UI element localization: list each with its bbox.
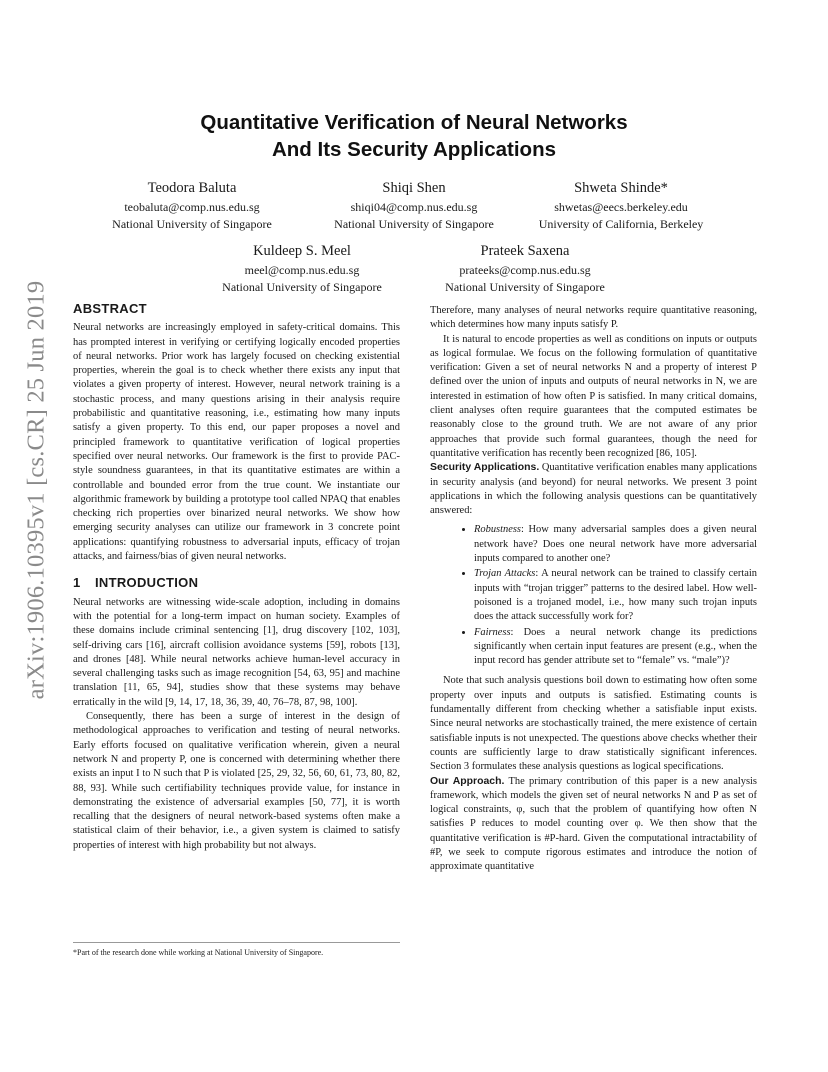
- section-number: 1: [73, 575, 81, 591]
- footnote: *Part of the research done while working at National University of Singapore.: [73, 942, 400, 958]
- security-heading: Security Applications.: [430, 462, 540, 474]
- author-affiliation: National University of Singapore: [445, 280, 605, 294]
- application-list: [430, 522, 757, 668]
- right-paragraph-2: It is natural to encode properties as well as conditions on inputs or outputs as logical formulae. We focus on the following formulation of quantitative verification: Given a set of neural networks N and a property of interest P defined over the union of inputs and outputs of neural networks in N, we are interested in estimation of how often P is satisfied. In many critical domains, client analyses often require guarantees that the computed estimates be reasonably close to the ground truth. We are not aware of any prior approaches that provide such formal guarantees, though the need for quantitative verification has recently been recognized [86, 105].: [430, 333, 757, 459]
- title-line-1: Quantitative Verification of Neural Networks: [200, 111, 628, 134]
- right-paragraph-3: Note that such analysis questions boil down to estimating how often some property over inputs and outputs is satisfied. Estimating counts is fundamentally different from checking whether a satisfiable input exists. Since neural networks are stochastically trained, the mere existence of certain satisfiable inputs is not unexpected. The questions above checks whether their counts are sufficiently large to draw statistically significant inferences. Section 3 formulates these analysis questions as logical specifications.: [430, 675, 757, 773]
- paper-title: [0, 109, 828, 163]
- approach-text: The primary contribution of this paper is a new analysis framework, which models the given set of neural networks N and P as set of logical constraints, φ, such that the problem of quantifying how often N satisfies P reduces to model counting over φ. We then show that the quantitative verification is #P-hard. Given the computational intractability of #P, we seek to compute rigorous estimates and introduce the notion of approximate quantitative: [430, 775, 757, 873]
- bullet-term: Fairness: [474, 626, 511, 638]
- author-email: shiqi04@comp.nus.edu.sg: [350, 200, 478, 214]
- author-name: Kuldeep S. Meel: [253, 243, 351, 259]
- left-column: [73, 302, 400, 853]
- author-name: Shweta Shinde*: [574, 180, 668, 196]
- bullet-text: : A neural network can be trained to classify certain inputs with “trojan trigger” patterns to the desired label. How well-poisoned is a trojaned model, i.e., how many such trojan inputs does the attack successfully work for?: [474, 568, 757, 623]
- author-name: Teodora Baluta: [147, 180, 237, 196]
- author-email: shwetas@eecs.berkeley.edu: [554, 200, 688, 214]
- intro-paragraph-1: Neural networks are witnessing wide-scale adoption, including in domains with the potential for a long-term impact on human society. Examples of these domains include criminal sentencing [1], drug discovery [102, 103], self-driving cars [16], aircraft collision avoidance systems [59], robots [13], and drones [48]. While neural networks achieve human-level accuracy in several challenging tasks such as image recognition [54, 63, 95] and machine translation [11, 65, 94], studies show that these systems may behave erratically in the wild [9, 14, 17, 18, 36, 39, 40, 76–78, 87, 98, 100].: [73, 596, 400, 708]
- arxiv-stamp-text: arXiv:1906.10395v1 [cs.CR] 25 Jun 2019: [22, 280, 50, 700]
- security-paragraph: [430, 461, 757, 518]
- security-text: Quantitative verification enables many applications in security analysis (and beyond) for neural networks. We present 3 point applications in which the following analysis questions can be quantitatively answered:: [430, 462, 757, 517]
- bullet-term: Trojan Attacks: [474, 568, 536, 580]
- author-block: [172, 241, 432, 296]
- list-item: [474, 625, 757, 669]
- title-line-2: And Its Security Applications: [271, 138, 556, 161]
- abstract-heading: ABSTRACT: [73, 301, 147, 316]
- bullet-text: : How many adversarial samples does a given neural network have? Does one neural network have more adversarial inputs compared to another one?: [474, 524, 757, 565]
- approach-paragraph: [430, 775, 757, 875]
- author-email: prateeks@comp.nus.edu.sg: [459, 263, 591, 277]
- author-name: Prateek Saxena: [480, 243, 570, 259]
- list-item: [474, 522, 757, 566]
- intro-paragraph-2: Consequently, there has been a surge of interest in the design of methodological approaches to verification and testing of neural networks. Early efforts focused on qualitative verification wherein, given a neural network N and property P, one is concerned with determining whether there exists an input I to N such that P is violated [25, 29, 32, 56, 60, 61, 73, 80, 82, 88, 93]. While such certifiability techniques provide value, for instance in demonstrating the existence of adversarial examples [50, 77], it is worth recalling that the designers of neural network-based systems often make a statistical claim of their behavior, i.e., a given system is claimed to satisfy properties of interest with high probability but not always.: [73, 711, 400, 851]
- bullet-text: : Does a neural network change its predictions significantly when certain input features are present (e.g., when the input record has gender attribute set to “female” vs. “male”)?: [474, 626, 757, 667]
- author-block: [62, 178, 322, 233]
- approach-heading: Our Approach.: [430, 775, 505, 787]
- right-column: [430, 304, 757, 875]
- author-affiliation: National University of Singapore: [334, 217, 494, 231]
- bullet-term: Robustness: [474, 524, 521, 536]
- section-title: INTRODUCTION: [95, 575, 199, 591]
- author-name: Shiqi Shen: [382, 180, 446, 196]
- abstract-text: Neural networks are increasingly employed in safety-critical domains. This has prompted interest in verifying or certifying logically encoded properties of neural networks. Prior work has largely focused on checking existential properties, wherein the goal is to check whether there exists any input that violates a given property of interest. However, neural network training is a stochastic process, and many questions arising in their analysis require probabilistic and quantitative reasoning, i.e., estimating how many inputs satisfy a given property. To this end, our paper proposes a novel and principled framework to quantitative verification of logical properties specified over neural networks. Our framework is the first to provide PAC-style soundness guarantees, in that its quantitative estimates are within a controllable and bounded error from the true count. We instantiate our algorithmic framework by building a prototype tool called NPAQ that enables checking rich properties over binarized neural networks. We show how emerging security analyses can utilize our framework in 3 concrete point applications: quantifying robustness to adversarial inputs, efficacy of trojan attacks, and fairness/bias of given neural networks.: [73, 322, 400, 563]
- arxiv-identifier: [14, 280, 58, 700]
- author-affiliation: National University of Singapore: [222, 280, 382, 294]
- author-block: [491, 178, 751, 233]
- author-email: meel@comp.nus.edu.sg: [244, 263, 360, 277]
- author-affiliation: University of California, Berkeley: [538, 217, 704, 231]
- right-paragraph-1: Therefore, many analyses of neural networks require quantitative reasoning, which determines how many inputs satisfy P.: [430, 305, 757, 331]
- list-item: [474, 566, 757, 624]
- author-block: [395, 241, 655, 296]
- section-heading: [73, 576, 400, 590]
- author-email: teobaluta@comp.nus.edu.sg: [124, 200, 260, 214]
- author-affiliation: National University of Singapore: [112, 217, 272, 231]
